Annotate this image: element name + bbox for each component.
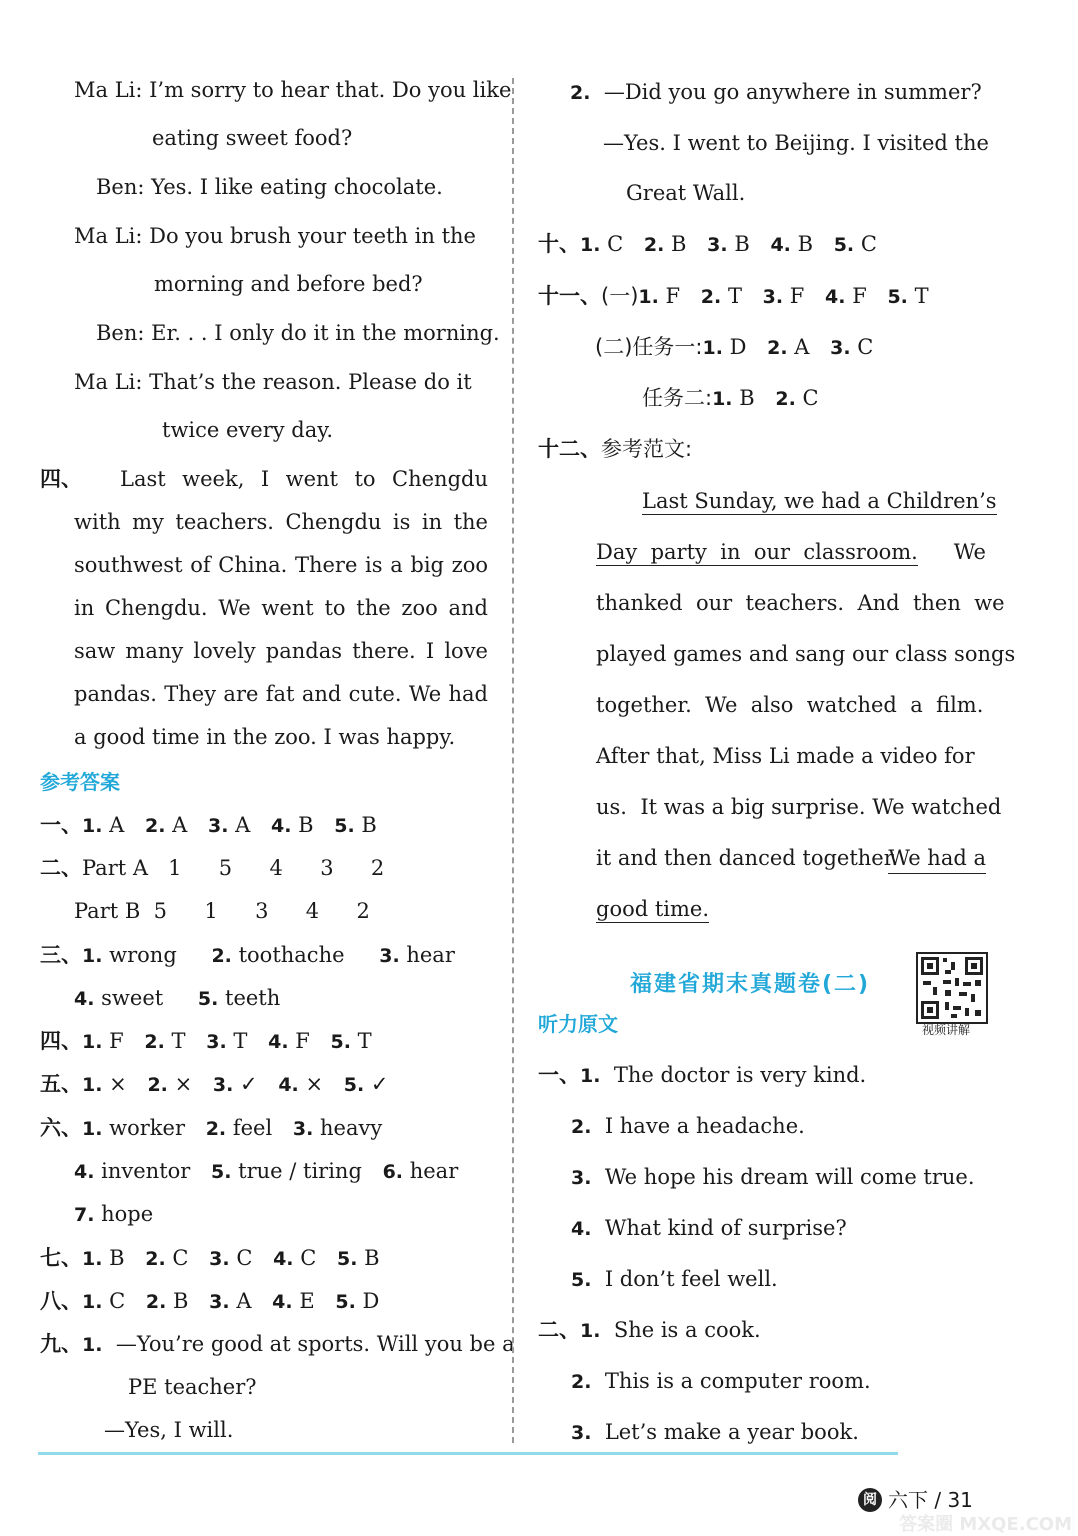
answer: hear [406,943,455,967]
item-number: 2. [643,234,665,256]
section-label: 六、 [40,1116,82,1140]
exam-title: 福建省期末真题卷(二) [630,972,871,997]
listening-item [571,1112,805,1141]
item-number: 6. [382,1161,404,1183]
section-label: 十二、 [538,437,601,461]
answer: hope [101,1202,154,1226]
item-number: 4. [273,1248,294,1270]
essay-line [596,538,986,566]
section-label: 一、 [538,1063,580,1087]
essay-line [642,487,997,515]
part-label: Part B [74,899,141,923]
answer: —You’re good at sports. Will you be a [115,1332,515,1356]
section-label: 十一、 [538,284,601,308]
answer: —Did you go anywhere in summer? [603,80,982,104]
answer-row [642,384,819,413]
speaker: Ben [96,321,138,345]
item-number: 2. [571,1371,592,1393]
answer: A [109,813,125,837]
answer-row [74,1157,458,1186]
item-number: 4. [268,1031,289,1053]
essay-line: thanked our teachers. And then we [596,591,1005,615]
essay-line: After that, Miss Li made a video for [596,744,975,768]
item-number: 1. [580,1065,601,1087]
qr-code-icon[interactable] [916,952,988,1024]
answer: 1 5 4 3 2 [168,856,385,880]
sentence: The doctor is very kind. [613,1063,867,1087]
sub-label: 参考范文: [601,437,693,461]
dialogue-line: Ben: Yes. I like eating chocolate. [96,175,443,199]
sentence: We hope his dream will come true. [604,1165,975,1189]
answer: B [734,232,750,256]
section-label: 二、 [538,1318,580,1342]
item-number: 1. [82,1291,103,1313]
answer: C [109,1289,126,1313]
answers-heading: 参考答案 [40,770,120,794]
qr-caption: 视频讲解 [922,1023,971,1037]
answer: C [607,232,624,256]
sub-label: (二)任务一: [595,335,703,359]
answer: worker [109,1116,185,1140]
listening-heading: 听力原文 [538,1012,618,1036]
dialogue-line: Ma Li: Do you brush your teeth in the [74,224,476,248]
item-number: 3. [830,337,851,359]
dialogue-line: eating sweet food? [152,126,353,150]
qr-pattern [918,954,986,1022]
answer-row: PE teacher? [128,1375,257,1399]
answer: heavy [320,1116,383,1140]
answer: B [739,386,755,410]
sentence: What kind of surprise? [604,1216,847,1240]
item-number: 2. [571,1116,592,1138]
item-number: 2. [145,1248,166,1270]
essay-line [596,844,986,872]
section-title [538,435,692,463]
answer: F [295,1029,310,1053]
answer-row [40,1330,515,1359]
dialogue-line: Ma Li: That’s the reason. Please do it [74,370,472,394]
item-number: 2. [205,1118,227,1140]
item-number: 4. [571,1218,592,1240]
essay-line: together. We also watched a film. [596,693,984,717]
item-number: 2. [145,815,166,837]
answer: T [233,1029,248,1053]
answer: × [109,1072,127,1096]
speaker: Ma Li [74,224,136,248]
sentence: I don’t feel well. [604,1267,778,1291]
footer-rule [38,1452,898,1455]
item-number: 2. [767,337,788,359]
section-label: 四、 [40,467,82,491]
answer: E [299,1289,315,1313]
item-number: 1. [580,234,601,256]
answer: T [727,284,742,308]
listening-item [571,1367,871,1396]
section-label: 一、 [40,813,82,837]
item-number: 4. [770,234,791,256]
listening-item [538,1316,761,1345]
answer: B [361,813,377,837]
answer-row [74,984,280,1013]
answer: D [362,1289,380,1313]
item-number: 5. [887,286,908,308]
answer-row [40,941,455,970]
item-number: 3. [379,945,400,967]
answer-row: —Yes. I went to Beijing. I visited the [603,131,989,155]
answer: toothache [238,943,345,967]
answer: B [173,1289,189,1313]
dialogue-line: Ma Li: I’m sorry to hear that. Do you like [74,78,512,102]
watermark: 答案圈 MXQE.COM [899,1514,1072,1535]
listening-item [571,1265,778,1294]
listening-item [571,1418,859,1447]
section-label: 四、 [40,1029,82,1053]
item-number: 4. [825,286,846,308]
item-number: 4. [272,1291,293,1313]
section-label: 七、 [40,1246,82,1270]
item-number: 1. [82,945,103,967]
item-number: 5. [571,1269,592,1291]
answer-row [40,854,384,882]
answer: hear [409,1159,459,1183]
underlined-text: Day party in our classroom. [596,540,918,564]
item-number: 1. [82,1334,103,1356]
item-number: 3. [208,815,229,837]
answer: D [729,335,747,359]
answer: F [109,1029,124,1053]
answer-row [74,897,370,925]
answer: feel [232,1116,273,1140]
item-number: 5. [197,988,219,1010]
answer: B [109,1246,125,1270]
item-number: 3. [206,1031,227,1053]
column-divider [512,78,514,1443]
item-number: 1. [82,1248,103,1270]
answer-row [40,811,377,840]
item-number: 2. [775,388,796,410]
item-number: 2. [700,286,722,308]
sentence: Let’s make a year book. [604,1420,859,1444]
section-label: 三、 [40,943,82,967]
item-number: 1. [638,286,659,308]
item-number: 3. [571,1422,592,1444]
answer-row [538,230,877,259]
item-number: 5. [334,815,355,837]
item-number: 2. [211,945,232,967]
section4-paragraph: Last week, I went to Chengdu with my teachers. Chengdu is in the southwest of China. There is a big zoo in Chengdu. We went to the zoo and saw many lovely pandas there. I love pandas. They are fat and cute. We had a good time in the zoo. I was happy. [74,467,488,749]
item-number: 5. [343,1074,365,1096]
underlined-text: good time. [596,897,710,921]
sentence: I have a headache. [604,1114,805,1138]
answer: C [172,1246,189,1270]
answer: A [794,335,810,359]
speaker: Ben [96,175,138,199]
essay-text: We [953,540,986,564]
answer-row [595,333,873,362]
answer: A [236,1289,252,1313]
item-number: 3. [209,1291,230,1313]
answer: sweet [101,986,164,1010]
answer: B [298,813,314,837]
listening-item [538,1061,866,1090]
answer: C [236,1246,253,1270]
answer-row [74,1200,153,1229]
answer: T [357,1029,372,1053]
item-number: 2. [570,82,591,104]
part-label: Part A [82,856,149,880]
sub-label: (一) [601,284,639,308]
section-label: 八、 [40,1289,82,1313]
item-number: 4. [278,1074,299,1096]
answer: F [852,284,867,308]
essay-line [596,895,709,923]
item-number: 1. [82,1031,103,1053]
item-number: 1. [82,815,103,837]
answer-row [538,282,929,311]
item-number: 3. [212,1074,234,1096]
answer-row [40,1114,382,1143]
essay-line: played games and sang our class songs [596,642,1016,666]
answer: A [235,813,251,837]
section-label: 五、 [40,1072,82,1096]
item-number: 1. [712,388,733,410]
sentence: She is a cook. [613,1318,761,1342]
answer: wrong [109,943,177,967]
answer: C [860,232,877,256]
answer: teeth [225,986,281,1010]
answer-row [570,78,982,107]
answer: inventor [101,1159,191,1183]
item-number: 3. [707,234,728,256]
answer: C [857,335,874,359]
section-label: 二、 [40,856,82,880]
answer-row: —Yes, I will. [104,1418,234,1442]
answer: ✓ [240,1072,258,1096]
listening-item [571,1163,975,1192]
answer: B [671,232,687,256]
item-number: 5. [833,234,855,256]
page-number: 六下 / 31 [888,1488,973,1512]
underlined-text: Last Sunday, we had a Children’s [642,489,997,513]
answer-row [40,1027,372,1056]
item-number: 4. [74,1161,95,1183]
dialogue-text: That’s the reason. Please do it [149,370,472,394]
speaker: Ma Li [74,78,136,102]
item-number: 5. [335,1291,356,1313]
answer: × [305,1072,324,1096]
answer-row: Great Wall. [626,181,746,205]
item-number: 3. [762,286,784,308]
essay-line: us. It was a big surprise. We watched [596,795,1002,819]
answer: F [789,284,805,308]
answer: B [364,1246,380,1270]
sentence: This is a computer room. [604,1369,871,1393]
item-number: 1. [82,1074,103,1096]
item-number: 4. [74,988,95,1010]
item-number: 3. [292,1118,314,1140]
book-logo-icon: 阅 [858,1488,882,1512]
item-number: 5. [330,1031,351,1053]
dialogue-line: twice every day. [162,418,334,442]
dialogue-text: Yes. I like eating chocolate. [151,175,443,199]
answer-row [40,1070,389,1099]
item-number: 1. [702,337,723,359]
item-number: 5. [336,1248,358,1270]
item-number: 5. [211,1161,232,1183]
item-number: 1. [82,1118,103,1140]
answer: B [797,232,814,256]
answer: × [174,1072,193,1096]
answer: T [914,284,929,308]
item-number: 3. [571,1167,592,1189]
item-number: 2. [145,1291,167,1313]
item-number: 7. [74,1204,95,1226]
answer: F [665,284,681,308]
dialogue-text: I’m sorry to hear that. Do you like [149,78,512,102]
section-label: 十、 [538,232,580,256]
item-number: 2. [144,1031,165,1053]
answer: 5 1 3 4 2 [153,899,370,923]
item-number: 2. [147,1074,168,1096]
answer: C [802,386,819,410]
item-number: 4. [271,815,292,837]
answer-row [40,1287,379,1316]
dialogue-line: morning and before bed? [154,272,423,296]
dialogue-line: Ben: Er. . . I only do it in the morning. [96,321,500,345]
answer-row [40,1244,380,1273]
answer: true / tiring [238,1159,362,1183]
item-number: 1. [580,1320,601,1342]
dialogue-text: Do you brush your teeth in the [149,224,476,248]
answer: C [300,1246,317,1270]
speaker: Ma Li [74,370,136,394]
answer: T [171,1029,186,1053]
dialogue-text: Er. . . I only do it in the morning. [151,321,500,345]
answer: ✓ [370,1072,389,1096]
essay-text: it and then danced together. [596,846,899,870]
item-number: 3. [209,1248,230,1270]
answer: A [172,813,188,837]
underlined-text: We had a [888,844,986,874]
listening-item [571,1214,847,1243]
section-label: 九、 [40,1332,82,1356]
sub-label: 任务二: [642,386,713,410]
